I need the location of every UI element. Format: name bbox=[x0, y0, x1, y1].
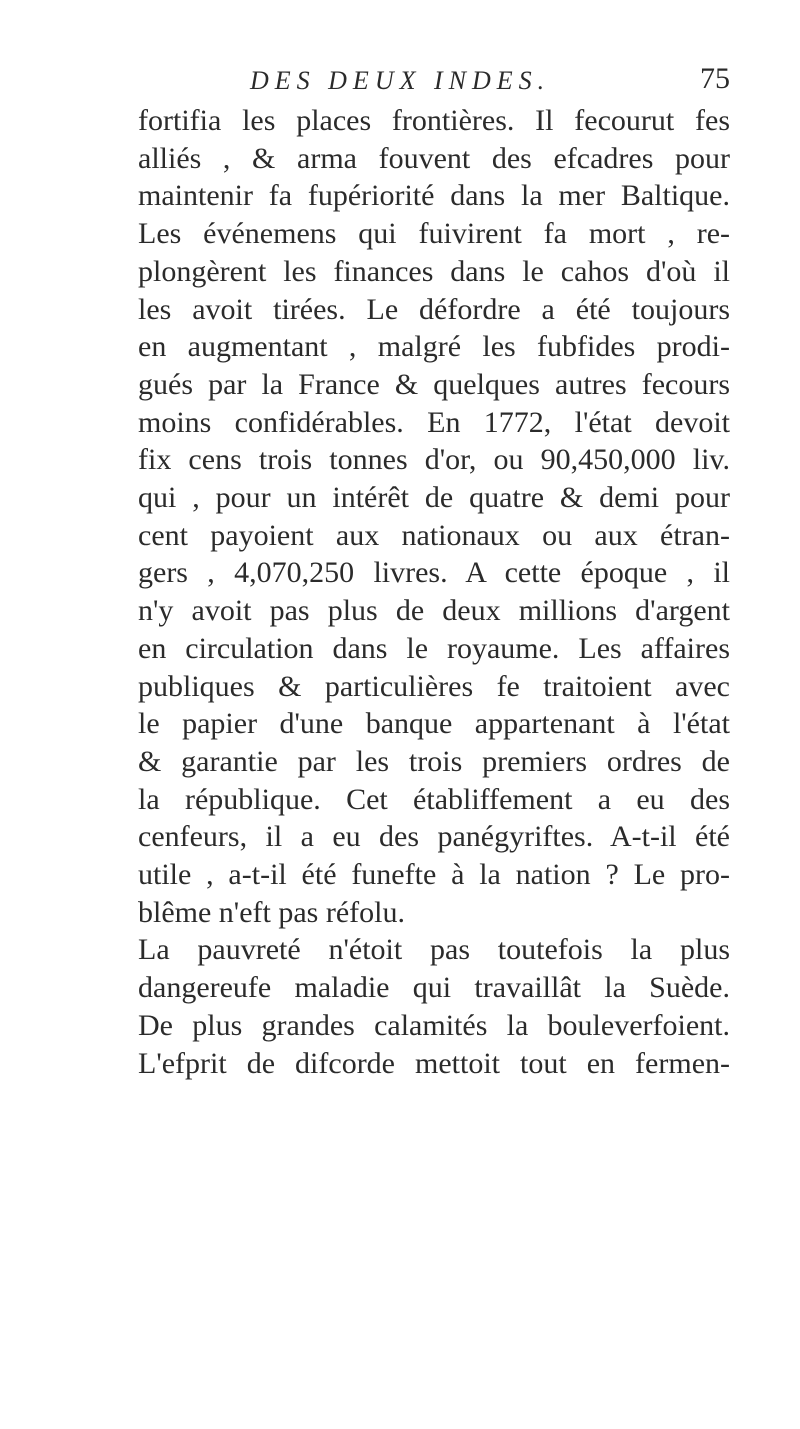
text-line: dangereufe maladie qui travaillât la Suède. bbox=[138, 971, 730, 1005]
running-head: DES DEUX INDES. bbox=[250, 66, 551, 95]
text-line: moins confidérables. En 1772, l'état devoit bbox=[138, 405, 730, 439]
text-line: gués par la France & quelques autres fecours bbox=[138, 367, 730, 401]
text-line: qui , pour un intérêt de quatre & demi pour bbox=[138, 481, 730, 515]
text-line: le papier d'une banque appartenant à l'état bbox=[138, 707, 730, 741]
text-line: utile , a-t-il été funefte à la nation ? Le pro- bbox=[138, 858, 730, 892]
text-line: publiques & particulières fe traitoient avec bbox=[138, 669, 730, 703]
text-line: L'efprit de difcorde mettoit tout en fermen- bbox=[138, 1046, 730, 1080]
body-text bbox=[138, 102, 730, 1082]
page-number: 75 bbox=[700, 62, 730, 95]
text-line: De plus grandes calamités la bouleverfoient. bbox=[138, 1008, 730, 1042]
text-line: alliés , & arma fouvent des efcadres pour bbox=[138, 141, 730, 175]
text-line: maintenir fa fupériorité dans la mer Baltique. bbox=[138, 179, 730, 213]
text-line: la république. Cet établiffement a eu des bbox=[138, 782, 730, 816]
text-line: fortifia les places frontières. Il fecourut fes bbox=[138, 104, 730, 137]
page-header bbox=[250, 62, 730, 106]
text-line: La pauvreté n'étoit pas toutefois la plus bbox=[138, 933, 730, 967]
text-line: les avoit tirées. Le défordre a été toujours bbox=[138, 292, 730, 326]
text-line: gers , 4,070,250 livres. A cette époque , il bbox=[138, 556, 730, 590]
text-line: Les événemens qui fuivirent fa mort , re- bbox=[138, 217, 730, 251]
text-line: cenfeurs, il a eu des panégyriftes. A-t-il été bbox=[138, 820, 730, 854]
text-line: fix cens trois tonnes d'or, ou 90,450,000 liv. bbox=[138, 443, 730, 477]
text-line: en circulation dans le royaume. Les affaires bbox=[138, 631, 730, 665]
text-line: en augmentant , malgré les fubfides prodi- bbox=[138, 330, 730, 364]
text-line: blême n'eft pas réfolu. bbox=[138, 895, 405, 929]
text-line: & garantie par les trois premiers ordres de bbox=[138, 744, 730, 778]
text-line: cent payoient aux nationaux ou aux étran- bbox=[138, 518, 730, 552]
text-line: n'y avoit pas plus de deux millions d'argent bbox=[138, 594, 730, 628]
text-line: plongèrent les finances dans le cahos d'où il bbox=[138, 254, 730, 288]
